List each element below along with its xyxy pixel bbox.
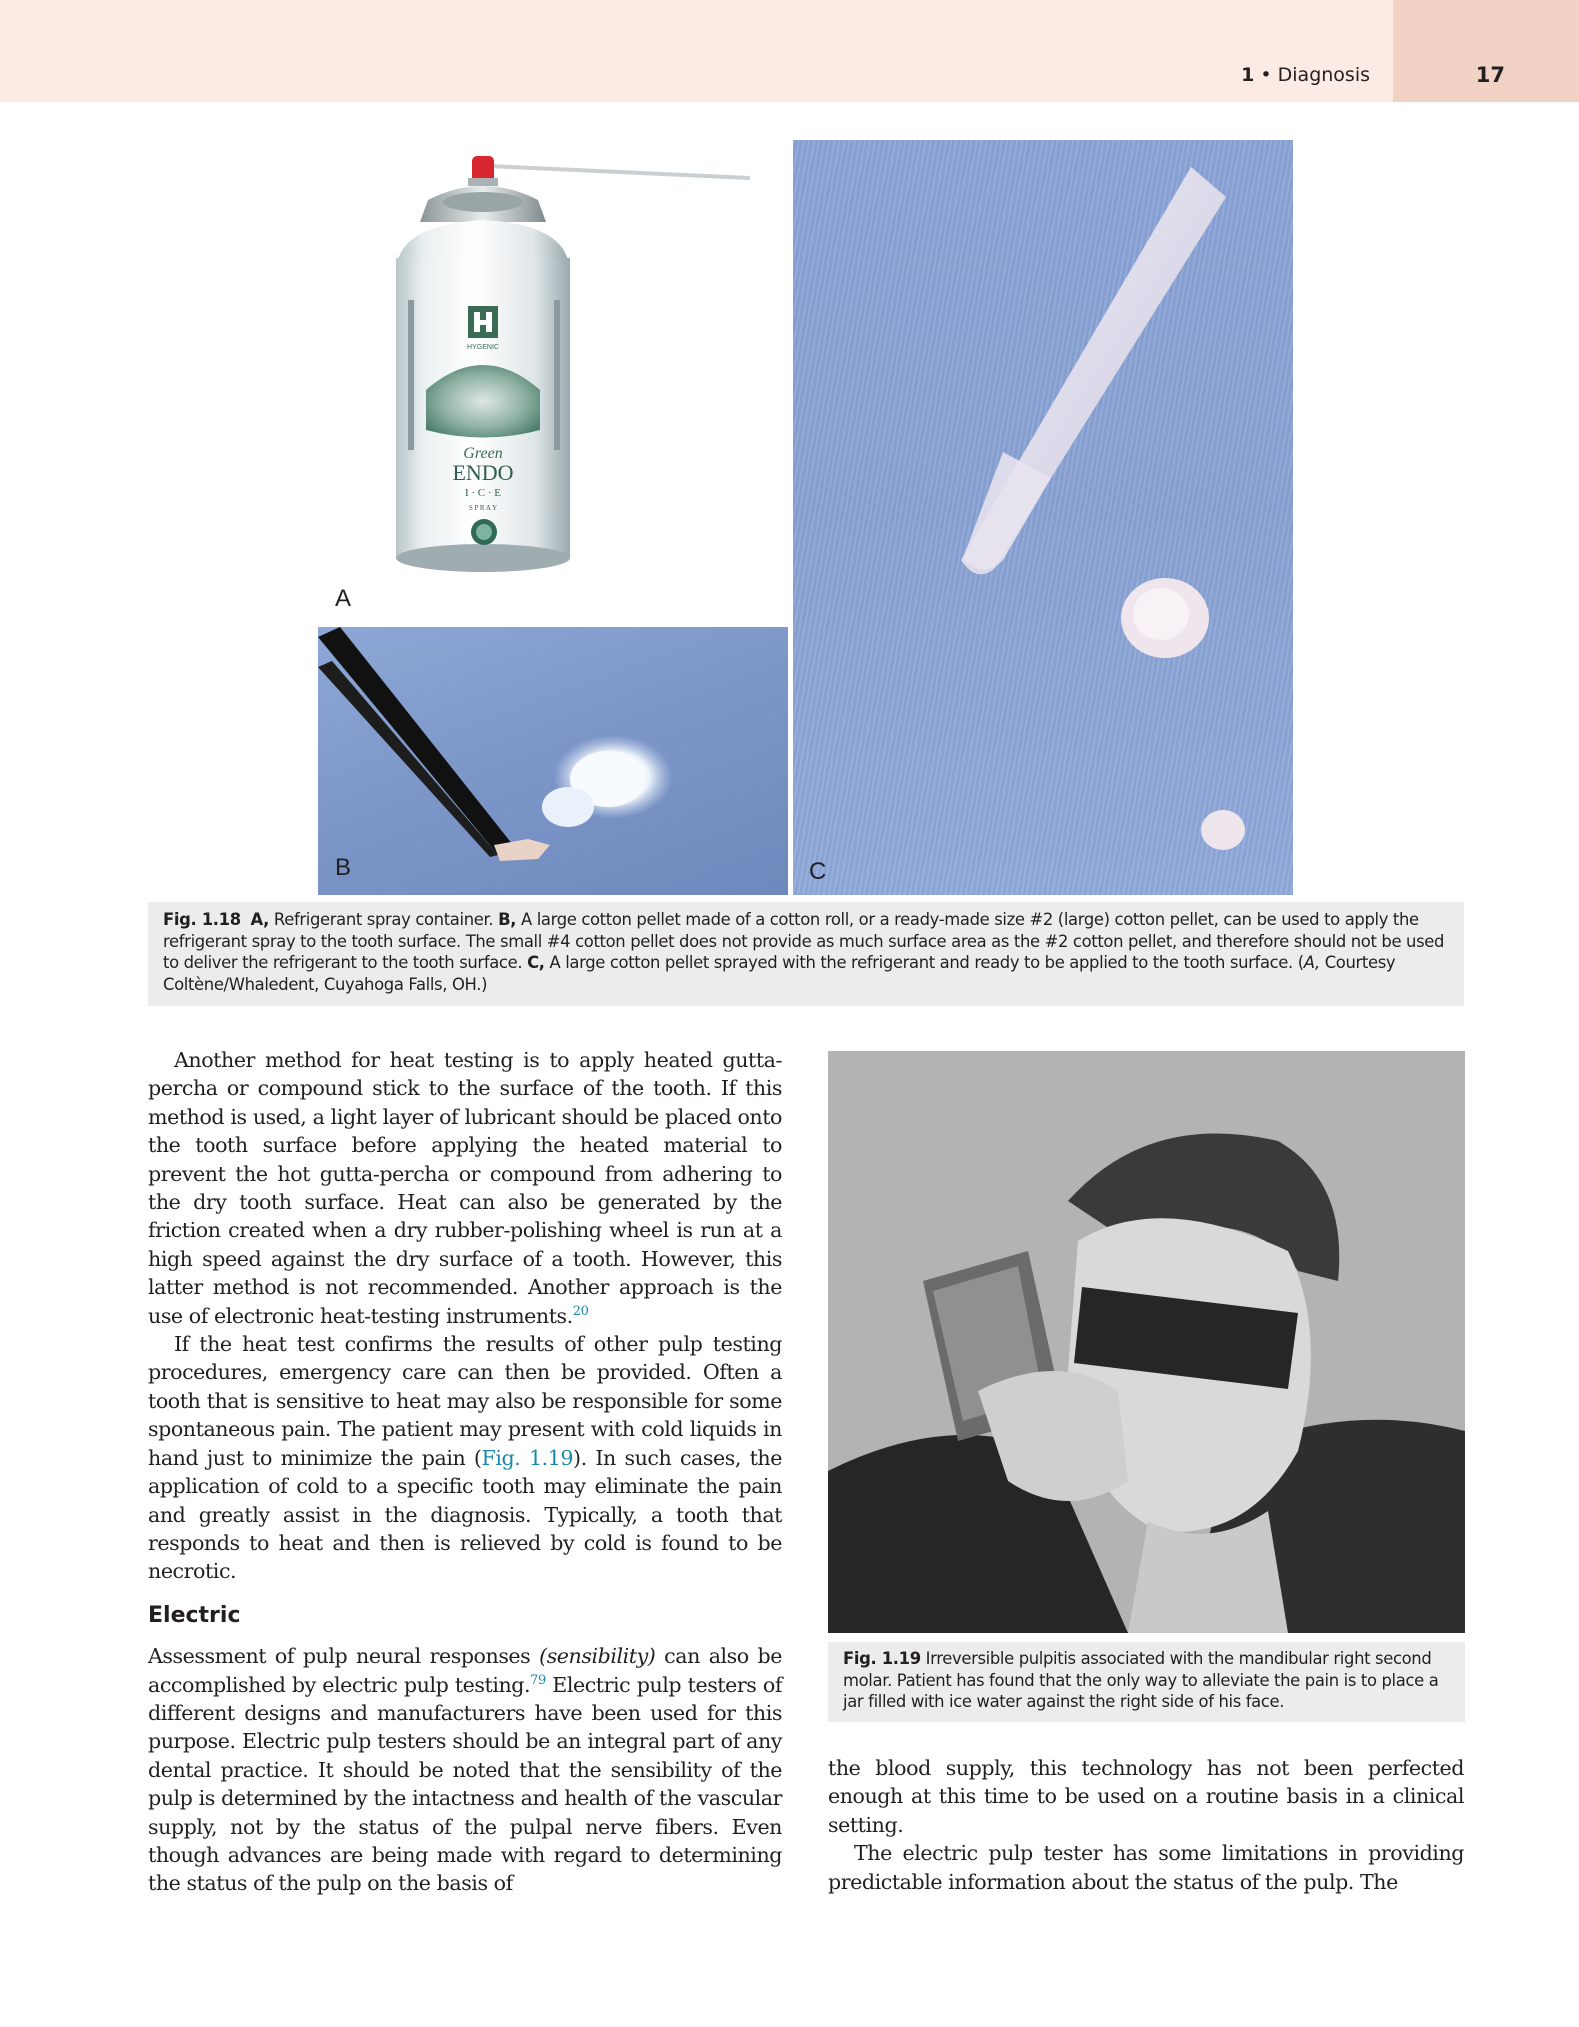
- figure-1-19-label: Fig. 1.19: [843, 1649, 921, 1668]
- paragraph-2-text-after: ). In such cases, the application of cold to a specific tooth may eliminate the pain and greatly assist in the diagnosis. Typically, a tooth that responds to heat and then is relieved by cold is found to be necrotic.: [148, 1445, 782, 1584]
- panel-letter-b: B: [335, 854, 352, 881]
- sprayed-cotton-pellets-photo: [793, 140, 1293, 895]
- page-number: 17: [1475, 63, 1505, 87]
- caption-text-c: A large cotton pellet sprayed with the refrigerant and ready to be applied to the tooth surface.: [544, 953, 1298, 972]
- caption-credit-letter: A,: [1303, 953, 1320, 972]
- figure-1-18-label: Fig. 1.18: [163, 910, 241, 929]
- can-product-sub-label: I · C · E: [464, 487, 502, 499]
- caption-credit-open: (: [1297, 953, 1304, 972]
- paragraph-2-text-before: If the heat test confirms the results of other pulp testing procedures, emergency care can then be provided. Often a tooth that is sensitive to heat may also be responsible for some spontaneous pain. The patient may present with cold liquids in hand just to minimize the pain (: [148, 1332, 782, 1470]
- reference-79[interactable]: 79: [530, 1672, 546, 1688]
- refrigerant-can-illustration: [318, 140, 786, 620]
- paragraph-heat-confirm: [148, 1330, 782, 1586]
- forceps-cotton-pellet-photo: [318, 627, 788, 895]
- can-spray-label: S P R A Y: [468, 504, 498, 512]
- figure-1-18-panel-c: [793, 140, 1293, 895]
- can-brand-label: HYGENIC: [467, 344, 499, 351]
- reference-20[interactable]: 20: [572, 1303, 589, 1319]
- running-head: [1241, 64, 1370, 86]
- paragraph-3-text-mid: can also be accomplished by electric pulp testing.: [148, 1644, 783, 1697]
- panel-letter-c: C: [809, 858, 827, 885]
- header-bullet: •: [1260, 64, 1272, 86]
- chapter-title: Diagnosis: [1277, 64, 1370, 86]
- figure-1-18-caption: [148, 902, 1464, 1006]
- running-header-band: [0, 0, 1393, 102]
- caption-tag-b: B,: [498, 910, 517, 929]
- caption-text-b: A large cotton pellet made of a cotton roll, or a ready-made size #2 (large) cotton pellet, can be used to apply the refrigerant spray to the tooth surface. The small #4 cotton pellet does not provide as much surface area as the #2 cotton pellet, and therefore should not be used to deliver the refrigerant to the tooth surface.: [163, 910, 1445, 972]
- figure-1-18-panel-b: [318, 627, 788, 895]
- panel-letter-a: A: [335, 585, 352, 612]
- paragraph-blood-supply: the blood supply, this technology has not been perfected enough at this time to be used on a routine basis in a clinical setting.: [828, 1756, 1464, 1837]
- section-heading-electric: Electric: [148, 1602, 241, 1628]
- paragraph-electric-limitations: The electric pulp tester has some limitations in providing predictable information about the status of the pulp. The: [828, 1841, 1464, 1894]
- caption-tag-a: A,: [250, 910, 270, 929]
- body-column-left: [148, 1046, 782, 1898]
- paragraph-heat-testing: [148, 1046, 782, 1330]
- caption-credit-text: Courtesy Coltène/Whaledent, Cuyahoga Falls, OH.): [163, 953, 1396, 994]
- paragraph-electric: [148, 1642, 782, 1898]
- caption-tag-c: C,: [527, 953, 545, 972]
- can-product-label: ENDO: [452, 460, 514, 485]
- patient-with-ice-jar-photo: [828, 1051, 1465, 1633]
- caption-text-a: Refrigerant spray container.: [269, 910, 499, 929]
- paragraph-3-italic: (sensibility): [539, 1644, 656, 1669]
- paragraph-3-text-before: Assessment of pulp neural responses: [148, 1644, 540, 1669]
- figure-1-19-photo: [828, 1051, 1465, 1633]
- figure-1-19-link[interactable]: Fig. 1.19: [481, 1445, 574, 1470]
- figure-1-19-caption-text: Irreversible pulpitis associated with the mandibular right second molar. Patient has found that the only way to alleviate the pain is to place a jar filled with ice water against the right side of his face.: [843, 1649, 1439, 1711]
- chapter-number: 1: [1241, 64, 1255, 86]
- figure-1-18-panel-a: [318, 140, 786, 620]
- paragraph-1-text: Another method for heat testing is to apply heated gutta-percha or compound stick to the surface of the tooth. If this method is used, a light layer of lubricant should be placed onto the tooth surface before applying the heated material to prevent the hot gutta-percha or compound from adhering to the dry tooth surface. Heat can also be generated by the friction created when a dry rubber-polishing wheel is run at a high speed against the dry surface of a tooth. However, this latter method is not recommended. Another approach is the use of electronic heat-testing instruments.: [148, 1048, 782, 1328]
- figure-1-19-caption: [828, 1642, 1465, 1722]
- body-column-right: [828, 1754, 1464, 1896]
- paragraph-3-text-after: Electric pulp testers of different designs and manufacturers have been used for this purpose. Electric pulp testers should be an integral part of any dental practice. It should be noted that the sensibility of the pulp is determined by the intactness and health of the vascular supply, not by the status of the pulpal nerve fibers. Even though advances are being made with regard to determining the status of the pulp on the basis of: [148, 1672, 782, 1896]
- can-script-label: Green: [463, 445, 503, 462]
